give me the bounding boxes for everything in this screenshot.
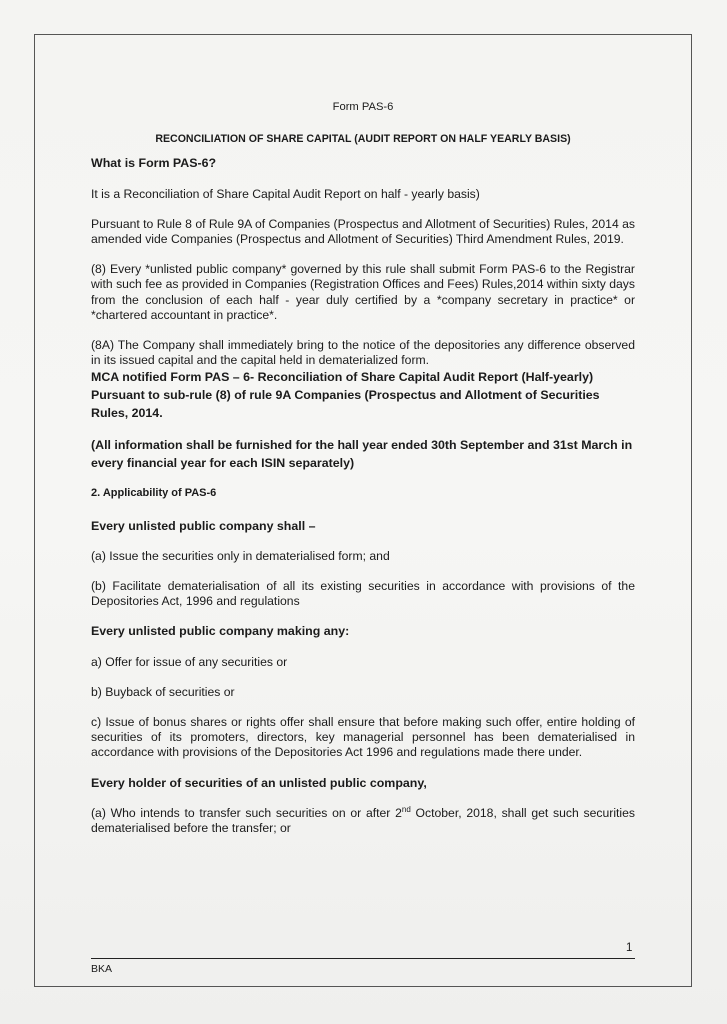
heading-company-shall: Every unlisted public company shall –: [91, 518, 316, 533]
form-subtitle: RECONCILIATION OF SHARE CAPITAL (AUDIT REPORT ON HALF YEARLY BASIS): [155, 133, 571, 146]
rule-8-paragraph: (8) Every *unlisted public company* governed by this rule shall submit Form PAS-6 to the Registrar with such fee as provided in Companies (Registration Offices and Fees) Rules,2014 within sixty days from the conclusion of each half - year duly certified by a *company secretary in practice* or *chartered accountant in practice*.: [91, 262, 635, 322]
question-heading: What is Form PAS-6?: [91, 156, 217, 171]
transfer-text-start: (a) Who intends to transfer such securities on or after 2: [91, 805, 402, 820]
footer-rule: [91, 958, 635, 959]
rule-paragraph: Pursuant to Rule 8 of Rule 9A of Companies (Prospectus and Allotment of Securities) Rules, 2014 as amended vide Companies (Prospectus and Allotment of Securities) Third Amendment Rules, 2019.: [91, 216, 635, 247]
ordinal-suffix: nd: [401, 804, 411, 814]
section-heading-applicability: 2. Applicability of PAS-6: [91, 487, 217, 500]
item-transfer-securities: [91, 806, 635, 836]
document-body: [91, 100, 635, 851]
footer-text: BKA: [91, 963, 113, 975]
item-facilitate-dematerialisation: (b) Facilitate dematerialisation of all its existing securities in accordance with provisions of the Depositories Act, 1996 and regulations: [91, 579, 635, 609]
item-bonus-shares: c) Issue of bonus shares or rights offer shall ensure that before making such offer, entire holding of securities of its promoters, directors, key managerial personnel has been dematerialised in accordance with provisions of the Depositories Act 1996 and regulations made there under.: [91, 715, 635, 760]
heading-company-making: Every unlisted public company making any:: [91, 624, 350, 639]
transfer-text-end: October, 2018, shall get such securities dematerialised before the transfer; or: [91, 805, 636, 836]
form-title: Form PAS-6: [332, 101, 394, 113]
item-offer-issue: a) Offer for issue of any securities or: [91, 654, 288, 669]
page-number: 1: [626, 942, 633, 954]
rule-8a-paragraph: (8A) The Company shall immediately bring to the notice of the depositories any difference observed in its issued capital and the capital held in dematerialized form.: [91, 338, 635, 368]
item-buyback: b) Buyback of securities or: [91, 684, 235, 699]
mca-notification: MCA notified Form PAS – 6- Reconciliation of Share Capital Audit Report (Half-yearly) Pursuant to sub-rule (8) of rule 9A Companies (Prospectus and Allotment of Securities Rules, 2014.: [91, 370, 600, 421]
intro-paragraph: It is a Reconciliation of Share Capital Audit Report on half - yearly basis): [91, 186, 480, 201]
item-issue-dematerialised: (a) Issue the securities only in dematerialised form; and: [91, 548, 390, 563]
information-note: (All information shall be furnished for the hall year ended 30th September and 31st March in every financial year for each ISIN separately): [91, 438, 633, 471]
heading-holder-securities: Every holder of securities of an unlisted public company,: [91, 775, 427, 790]
